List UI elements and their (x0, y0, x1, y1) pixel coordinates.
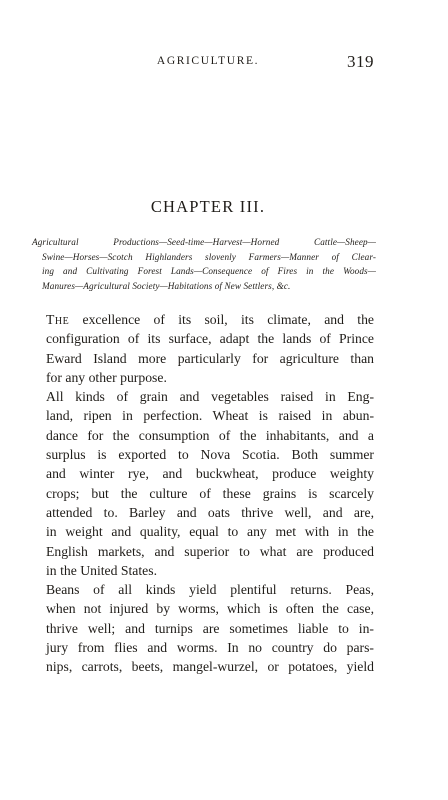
running-head (42, 53, 374, 71)
summary-line: Swine—Horses—Scotch Highlanders slovenly Farmers—Manner of Clear- (42, 251, 376, 262)
summary-line: ing and Cultivating Forest Lands—Consequence of Fires in the Woods— (42, 266, 376, 277)
paragraph-line: and winter rye, and buckwheat, produce weighty (46, 466, 374, 482)
paragraph-line: land, ripen in perfection. Wheat is raised in abun- (46, 408, 374, 424)
paragraph-line: jury from flies and worms. In no country do pars- (46, 640, 374, 656)
summary-line: Agricultural Productions—Seed-time—Harvest—Horned Cattle—Sheep— (32, 237, 376, 247)
summary-line: Manures—Agricultural Society—Habitations of New Settlers, &c. (42, 280, 291, 291)
body-text (46, 310, 374, 677)
paragraph-line: Beans of all kinds yield plentiful returns. Peas, (46, 582, 374, 598)
paragraph-line: crops; but the culture of these grains is scarcely (46, 485, 374, 501)
chapter-summary (32, 235, 376, 293)
paragraph-line: in weight and quality, equal to any met with in the (46, 524, 374, 540)
lead-word: The (46, 312, 70, 327)
paragraph-line: nips, carrots, beets, mangel-wurzel, or potatoes, yield (46, 659, 374, 675)
paragraph-line: configuration of its surface, adapt the lands of Prince (46, 331, 374, 347)
paragraph-line: thrive well; and turnips are sometimes liable to in- (46, 620, 374, 636)
paragraph-line: Eward Island more particularly for agriculture than (46, 350, 374, 366)
paragraph-line: dance for the consumption of the inhabitants, and a (46, 427, 374, 443)
paragraph-line: when not injured by worms, which is often the case, (46, 601, 374, 617)
running-title: AGRICULTURE. (156, 55, 260, 67)
paragraph-line: in the United States. (46, 562, 158, 578)
paragraph-line: English markets, and superior to what are produced (46, 543, 374, 559)
chapter-title: CHAPTER III. (150, 197, 266, 216)
paragraph-line: attended to. Barley and oats thrive well, and are, (46, 504, 374, 520)
page-number: 319 (347, 52, 374, 71)
paragraph-line: surplus is exported to Nova Scotia. Both summer (46, 447, 374, 463)
paragraph-line: for any other purpose. (46, 369, 167, 385)
paragraph-line: All kinds of grain and vegetables raised in Eng- (46, 389, 374, 405)
paragraph-line-text: excellence of its soil, its climate, and the (69, 312, 374, 327)
paragraph-line (46, 310, 374, 329)
